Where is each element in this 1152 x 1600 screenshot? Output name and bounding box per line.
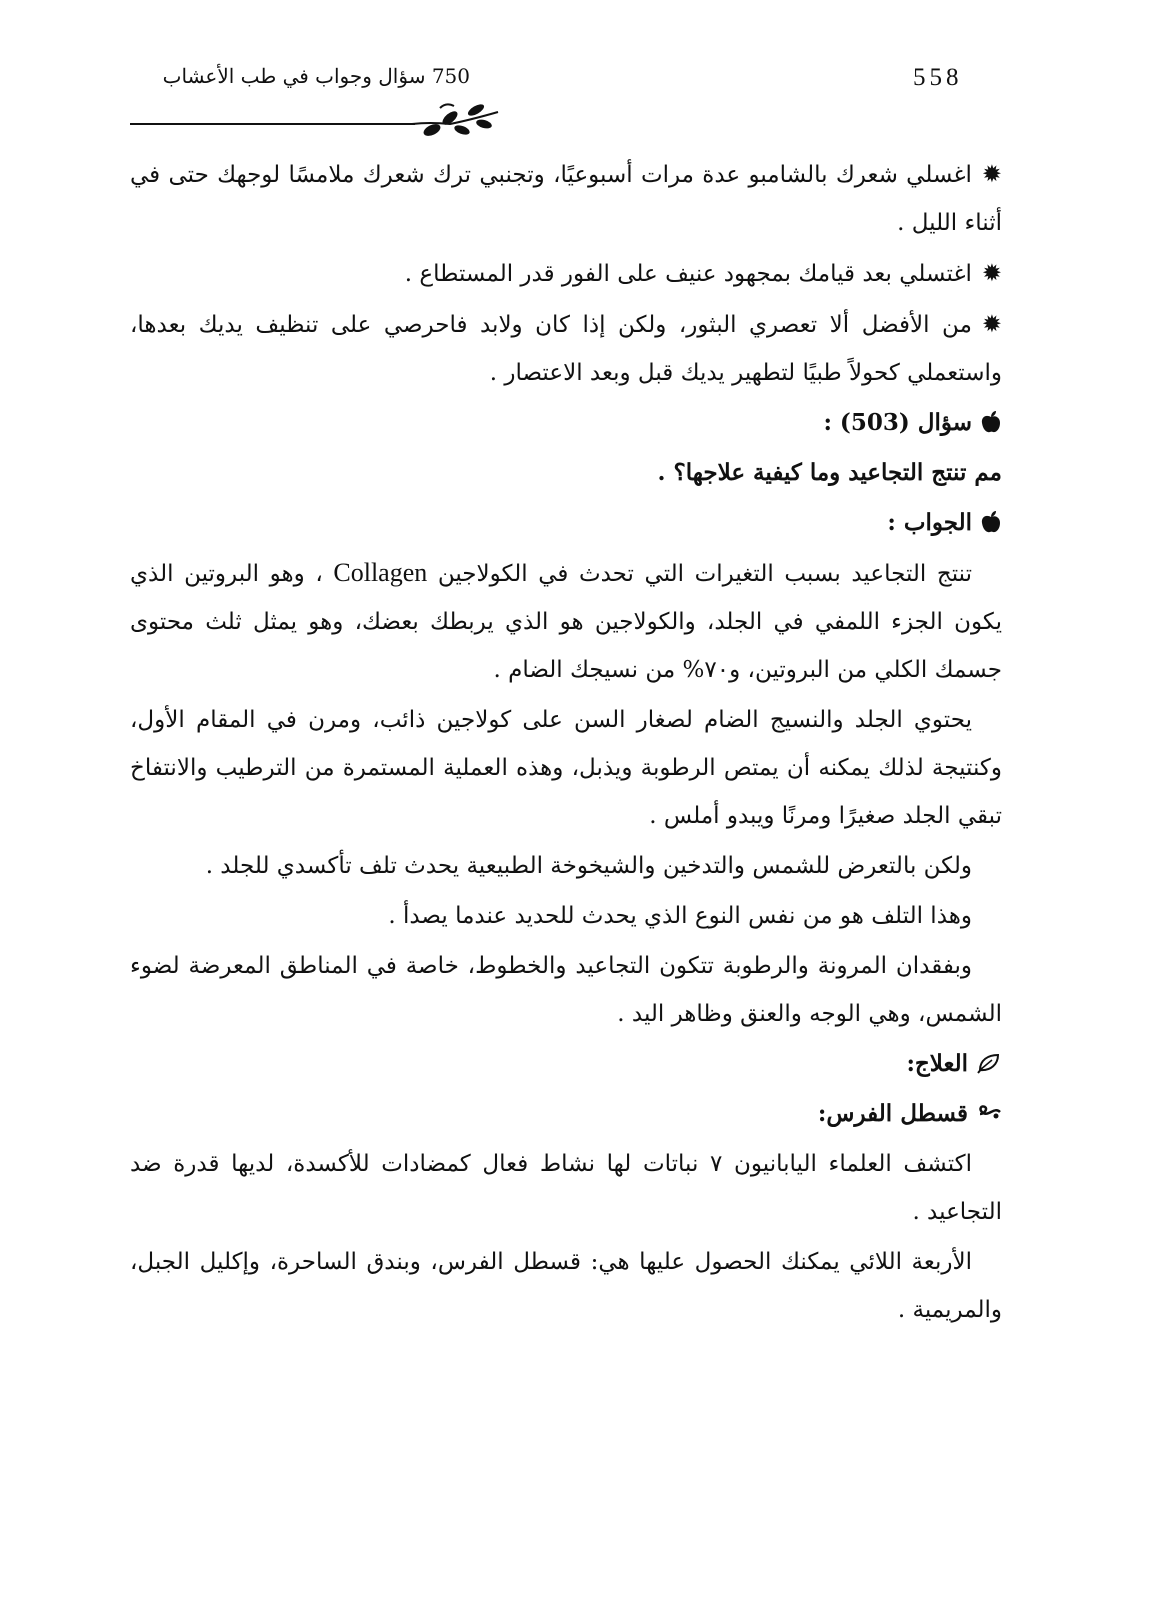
question-text: مم تنتج التجاعيد وما كيفية علاجها؟ .: [657, 459, 1002, 486]
answer-paragraph-2: يحتوي الجلد والنسيج الضام لصغار السن على كولاجين ذائب، ومرن في المقام الأول، وكنتيجة لذلك يمكنه أن يمتص الرطوبة ويذبل، وهذه العملية المستمرة من الترطيب والانتفاخ تبقي الجلد صغيرًا ومرنًا ويبدو أملس .: [130, 707, 1002, 829]
flourish-icon: [976, 1102, 1002, 1124]
answer-paragraph-4: وهذا التلف هو من نفس النوع الذي يحدث للحديد عندما يصدأ .: [388, 903, 972, 929]
page-header: [130, 58, 1022, 98]
leaf-outline-icon: [976, 1052, 1002, 1074]
tip-paragraph-2: ✹اغتسلي بعد قيامك بمجهود عنيف على الفور قدر المستطاع .: [404, 259, 1002, 287]
book-title: 750 سؤال وجواب في طب الأعشاب: [162, 64, 470, 88]
asterisk-bullet-icon: ✹: [981, 259, 1002, 287]
herb-heading: قسطل الفرس:: [130, 1090, 1002, 1138]
header-rule: [130, 123, 415, 125]
collagen-term: Collagen: [333, 558, 428, 587]
question-heading: سؤال (503) :: [130, 399, 1002, 447]
answer-paragraph-5: وبفقدان المرونة والرطوبة تتكون التجاعيد والخطوط، خاصة في المناطق المعرضة لضوء الشمس، وهي الوجه والعنق وظاهر اليد .: [130, 953, 1002, 1027]
asterisk-bullet-icon: ✹: [981, 310, 1002, 338]
answer-paragraph-1: تنتج التجاعيد بسبب التغيرات التي تحدث في الكولاجين Collagen ، وهو البروتين الذي يكون الجزء اللمفي في الجلد، والكولاجين هو الذي يربطك بعضك، وهو يمثل ثلث محتوى جسمك الكلي من البروتين، و٧٠% من نسيجك الضام .: [130, 558, 1002, 683]
apple-icon: [980, 510, 1002, 534]
tip-paragraph-1: ✹اغسلي شعرك بالشامبو عدة مرات أسبوعيًا، وتجنبي ترك شعرك ملامسًا لوجهك حتى في أثناء الليل .: [130, 160, 1002, 236]
tip-paragraph-3: ✹من الأفضل ألا تعصري البثور، ولكن إذا كان ولابد فاحرصي على تنظيف يديك بعدها، واستعملي كحولاً طبيًا لتطهير يديك قبل وبعد الاعتصار .: [130, 310, 1002, 386]
apple-icon: [980, 410, 1002, 434]
treatment-paragraph-2: الأربعة اللائي يمكنك الحصول عليها هي: قسطل الفرس، وبندق الساحرة، وإكليل الجبل، والمريمية .: [130, 1249, 1002, 1323]
treatment-paragraph-1: اكتشف العلماء اليابانيون ٧ نباتات لها نشاط فعال كمضادات للأكسدة، لديها قدرة ضد التجاعيد .: [130, 1151, 1002, 1225]
page-number: 558: [913, 64, 963, 91]
asterisk-bullet-icon: ✹: [981, 160, 1002, 188]
treatment-heading: العلاج:: [130, 1040, 1002, 1088]
leaf-ornament-icon: [410, 100, 500, 144]
main-text: [130, 150, 1002, 1336]
answer-heading: الجواب :: [130, 499, 1002, 547]
answer-paragraph-3: ولكن بالتعرض للشمس والتدخين والشيخوخة الطبيعية يحدث تلف تأكسدي للجلد .: [205, 853, 972, 879]
